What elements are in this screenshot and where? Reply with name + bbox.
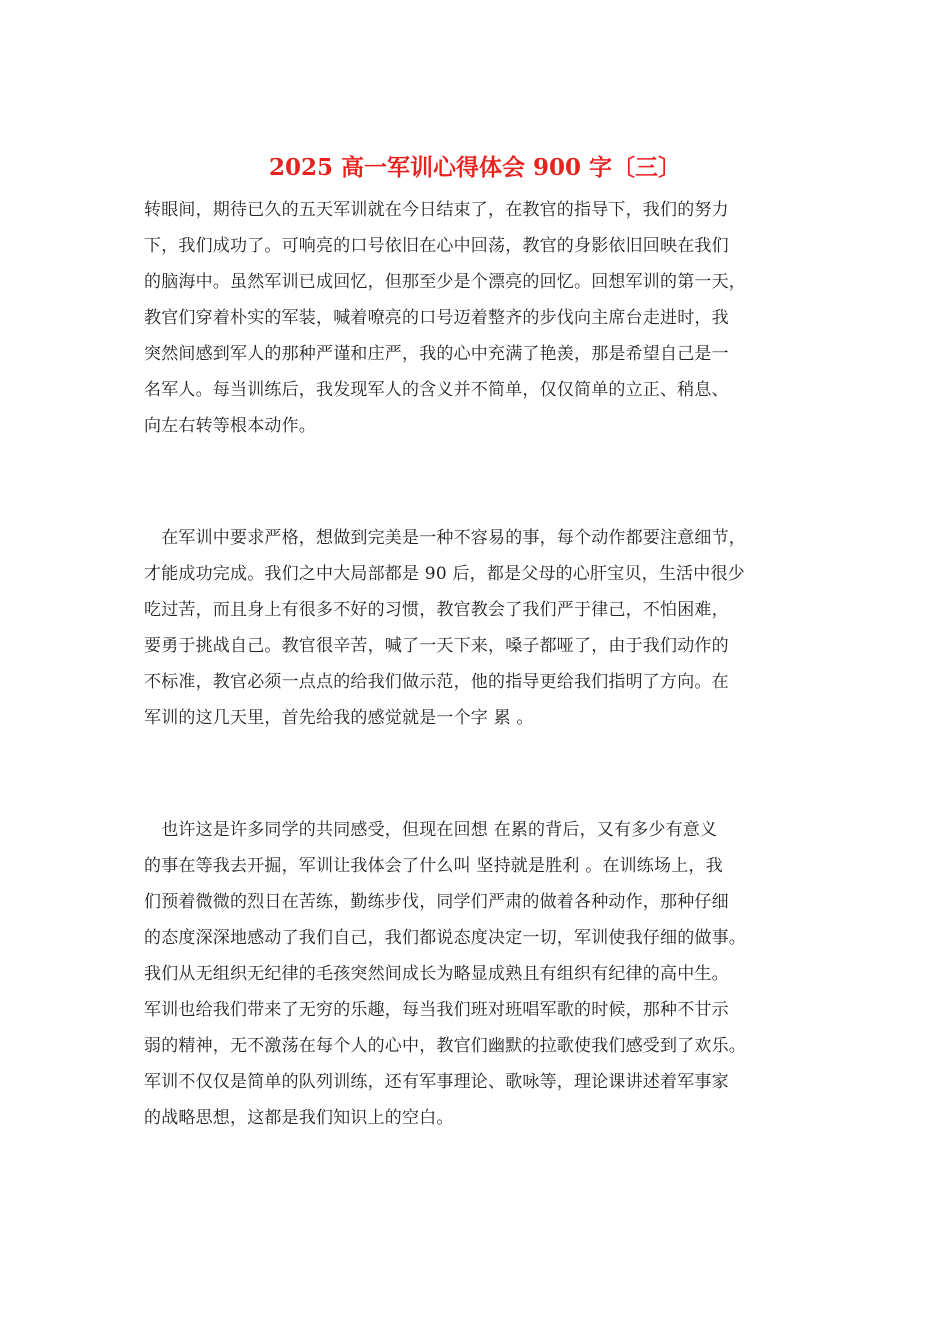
text-line: 教官们穿着朴实的军装，喊着嘹亮的口号迈着整齐的步伐向主席台走进时，我 [144,308,729,328]
text-line: 弱的精神，无不激荡在每个人的心中，教官们幽默的拉歌使我们感受到了欢乐。 [144,1036,746,1056]
text-line: 军训也给我们带来了无穷的乐趣，每当我们班对班唱军歌的时候，那种不甘示 [144,1000,729,1020]
text-line: 名军人。每当训练后，我发现军人的含义并不简单，仅仅简单的立正、稍息、 [144,380,729,400]
text-line: 们预着微微的烈日在苦练，勤练步伐，同学们严肃的做着各种动作，那种仔细 [144,892,729,912]
paragraph-3 [144,812,814,1136]
text-line: 不标准，教官必须一点点的给我们做示范，他的指导更给我们指明了方向。在 [144,672,729,692]
paragraph-1 [144,192,814,444]
paragraph-2 [144,520,814,736]
text-line: 在军训中要求严格，想做到完美是一种不容易的事，每个动作都要注意细节， [144,528,746,548]
text-line: 的态度深深地感动了我们自己，我们都说态度决定一切，军训使我仔细的做事。 [144,928,746,948]
text-line: 才能成功完成。我们之中大局部都是 90 后，都是父母的心肝宝贝，生活中很少 [144,564,745,584]
text-line: 我们从无组织无纪律的毛孩突然间成长为略显成熟且有组织有纪律的高中生。 [144,964,729,984]
text-line: 要勇于挑战自己。教官很辛苦，喊了一天下来，嗓子都哑了，由于我们动作的 [144,636,729,656]
text-line: 突然间感到军人的那种严谨和庄严，我的心中充满了艳羡，那是希望自己是一 [144,344,729,364]
text-line: 吃过苦，而且身上有很多不好的习惯，教官教会了我们严于律己，不怕困难， [144,600,729,620]
text-line: 的战略思想，这都是我们知识上的空白。 [144,1108,454,1128]
text-line: 下，我们成功了。可响亮的口号依旧在心中回荡，教官的身影依旧回映在我们 [144,236,729,256]
text-line: 的事在等我去开掘，军训让我体会了什么叫 坚持就是胜利 。在训练场上，我 [144,856,723,876]
text-line: 军训不仅仅是简单的队列训练，还有军事理论、歌咏等，理论课讲述着军事家 [144,1072,729,1092]
text-line: 军训的这几天里，首先给我的感觉就是一个字 累 。 [144,708,534,728]
text-line: 向左右转等根本动作。 [144,416,316,436]
text-line: 转眼间，期待已久的五天军训就在今日结束了，在教官的指导下，我们的努力 [144,200,729,220]
text-line: 也许这是许多同学的共同感受，但现在回想 在累的背后，又有多少有意义 [144,820,718,840]
document-title: 2025 高一军训心得体会 900 字〔三〕 [268,154,682,181]
text-line: 的脑海中。虽然军训已成回忆，但那至少是个漂亮的回忆。回想军训的第一天， [144,272,746,292]
